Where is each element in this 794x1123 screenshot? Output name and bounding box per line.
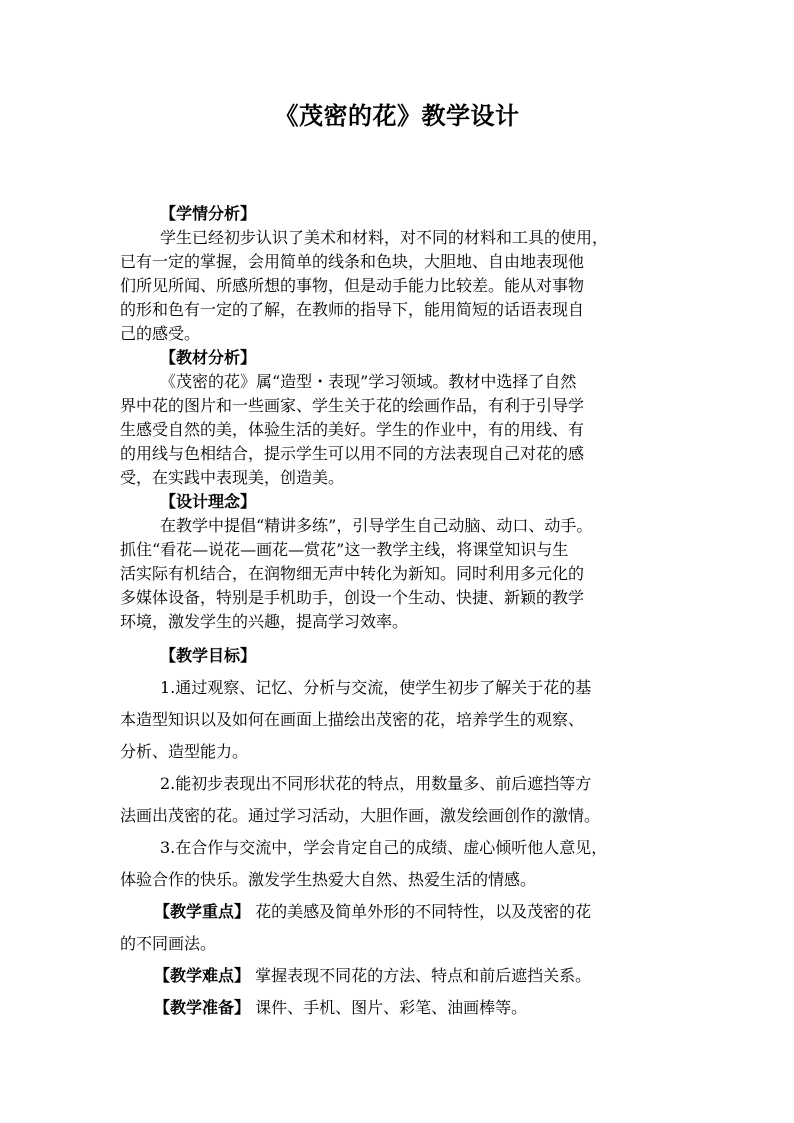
difficulty-line [120, 960, 690, 992]
paragraph-line: 生感受自然的美，体验生活的美好。学生的作业中，有的用线、有 [120, 420, 585, 439]
paragraph-line: 在教学中提倡“精讲多练”，引导学生自己动脑、动口、动手。 [160, 516, 593, 535]
paragraph-line: 学生已经初步认识了美术和材料，对不同的材料和工具的使用， [160, 228, 609, 247]
paragraph-line: 本造型知识以及如何在画面上描绘出茂密的花，培养学生的观察、 [120, 710, 585, 729]
paragraph-line: 活实际有机结合，在润物细无声中转化为新知。同时利用多元化的 [120, 564, 585, 583]
difficulty-heading: 【教学难点】 [154, 966, 251, 985]
paragraph-line: 3.在合作与交流中，学会肯定自己的成绩、虚心倾听他人意见， [160, 838, 608, 857]
paragraph-line: 1.通过观察、记忆、分析与交流，使学生初步了解关于花的基 [160, 678, 592, 697]
paragraph-line: 已有一定的掌握，会用简单的线条和色块，大胆地、自由地表现他 [120, 252, 585, 271]
preparation-text: 课件、手机、图片、彩笔、油画棒等。 [255, 998, 528, 1017]
paragraph-line: 《茂密的花》属“造型・表现”学习领域。教材中选择了自然 [160, 372, 577, 391]
paragraph-line: 们所见所闻、所感所想的事物，但是动手能力比较差。能从对事物 [120, 276, 585, 295]
paragraph-line: 的用线与色相结合，提示学生可以用不同的方法表现自己对花的感 [120, 444, 585, 463]
difficulty-text: 掌握表现不同花的方法、特点和前后遮挡关系。 [255, 966, 592, 985]
paragraph-line: 环境，激发学生的兴趣，提高学习效率。 [120, 612, 409, 631]
paragraph-line: 法画出茂密的花。通过学习活动，大胆作画，激发绘画创作的激情。 [120, 806, 601, 825]
preparation-heading: 【教学准备】 [154, 998, 251, 1017]
paragraph-line: 2.能初步表现出不同形状花的特点，用数量多、前后遮挡等方 [160, 774, 592, 793]
paragraph-line: 分析、造型能力。 [120, 742, 249, 761]
paragraph-line: 界中花的图片和一些画家、学生关于花的绘画作品，有利于引导学 [120, 396, 585, 415]
paragraph-line: 己的感受。 [120, 324, 201, 343]
key-points-heading: 【教学重点】 [154, 902, 251, 921]
paragraph-line: 受，在实践中表现美，创造美。 [120, 468, 345, 487]
section-learning-analysis [120, 202, 690, 634]
paragraph-line: 的不同画法。 [120, 934, 217, 953]
document-title: 《茂密的花》教学设计 [274, 101, 520, 130]
key-points-text: 花的美感及简单外形的不同特性，以及茂密的花 [255, 902, 592, 921]
paragraph-line: 抓住“看花—说花—画花—赏花”这一教学主线，将课堂知识与生 [120, 540, 569, 559]
paragraph-line: 体验合作的快乐。激发学生热爱大自然、热爱生活的情感。 [120, 870, 537, 889]
preparation-line [120, 992, 690, 1024]
paragraph-line: 的形和色有一定的了解，在教师的指导下，能用简短的话语表现自 [120, 300, 585, 319]
paragraph-line: 多媒体设备，特别是手机助手，创设一个生动、快捷、新颖的教学 [120, 588, 585, 607]
section-heading: 【教学目标】 [160, 646, 257, 665]
section-teaching-goals [120, 640, 690, 1024]
key-points-line [120, 896, 690, 928]
section-heading: 【教材分析】 [160, 348, 257, 367]
section-heading: 【学情分析】 [160, 204, 257, 223]
section-heading: 【设计理念】 [160, 492, 257, 511]
